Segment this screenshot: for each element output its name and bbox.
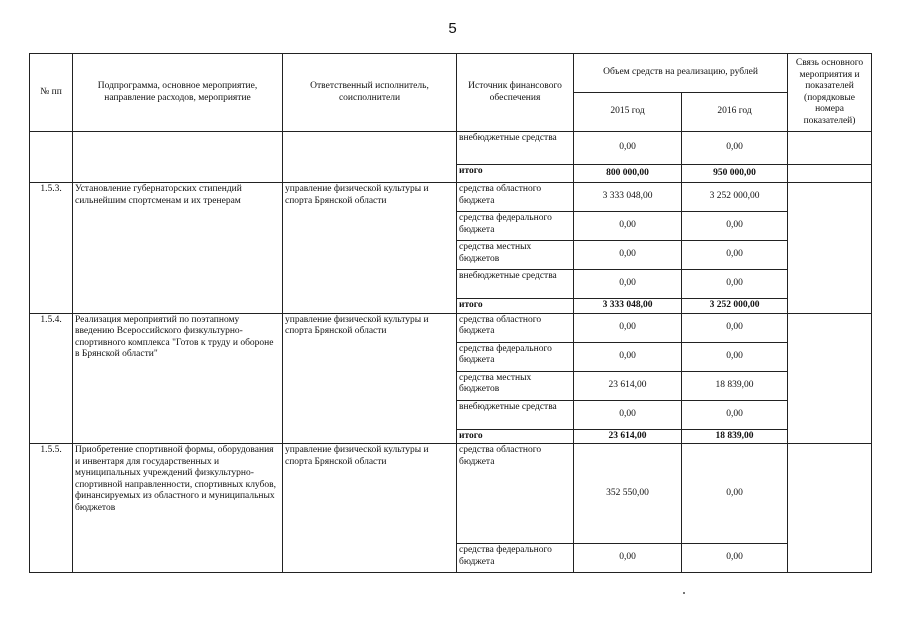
item-title: Приобретение спортивной формы, оборудования и инвентаря для государственных и муниципальных учреждений физкультурно-спортивной направленности, спортивных клубов, финансируемых из областного и муниципальных бюджетов xyxy=(73,444,283,573)
amount-2016: 0,00 xyxy=(682,241,788,270)
amount-2016: 950 000,00 xyxy=(682,165,788,183)
source-cell: итого xyxy=(457,165,574,183)
amount-2015: 0,00 xyxy=(574,544,682,573)
amount-2015: 23 614,00 xyxy=(574,429,682,444)
amount-2016: 0,00 xyxy=(682,400,788,429)
header-amount: Объем средств на реализацию, рублей xyxy=(574,54,788,93)
source-cell: средства местных бюджетов xyxy=(457,241,574,270)
header-num: № пп xyxy=(30,54,73,132)
amount-2015: 3 333 048,00 xyxy=(574,183,682,212)
header-source: Источник финансового обеспечения xyxy=(457,54,574,132)
amount-2015: 0,00 xyxy=(574,270,682,299)
header-year-2015: 2015 год xyxy=(574,93,682,132)
source-cell: внебюджетные средства xyxy=(457,400,574,429)
amount-2015: 0,00 xyxy=(574,342,682,371)
header-executor: Ответственный исполнитель, соисполнители xyxy=(283,54,457,132)
page-number: 5 xyxy=(448,20,457,37)
item-executor: управление физической культуры и спорта Брянской области xyxy=(283,313,457,444)
amount-2015: 352 550,00 xyxy=(574,444,682,544)
source-cell: итого xyxy=(457,429,574,444)
item-number: 1.5.3. xyxy=(30,183,73,314)
amount-2015: 0,00 xyxy=(574,400,682,429)
table-row xyxy=(30,313,872,342)
financing-table xyxy=(29,53,872,573)
source-cell: средства областного бюджета xyxy=(457,444,574,544)
item-executor: управление физической культуры и спорта Брянской области xyxy=(283,183,457,314)
amount-2016: 0,00 xyxy=(682,342,788,371)
item-executor: управление физической культуры и спорта Брянской области xyxy=(283,444,457,573)
amount-2016: 3 252 000,00 xyxy=(682,299,788,314)
amount-2016: 0,00 xyxy=(682,132,788,165)
table-row xyxy=(30,444,872,544)
source-cell: внебюджетные средства xyxy=(457,270,574,299)
source-cell: средства областного бюджета xyxy=(457,183,574,212)
amount-2016: 0,00 xyxy=(682,313,788,342)
source-cell: средства федерального бюджета xyxy=(457,212,574,241)
amount-2016: 0,00 xyxy=(682,444,788,544)
amount-2016: 0,00 xyxy=(682,544,788,573)
source-cell: средства местных бюджетов xyxy=(457,371,574,400)
amount-2016: 0,00 xyxy=(682,270,788,299)
amount-2016: 18 839,00 xyxy=(682,429,788,444)
item-number: 1.5.5. xyxy=(30,444,73,573)
source-cell: итого xyxy=(457,299,574,314)
amount-2015: 0,00 xyxy=(574,212,682,241)
amount-2016: 3 252 000,00 xyxy=(682,183,788,212)
amount-2015: 0,00 xyxy=(574,241,682,270)
source-cell: средства федерального бюджета xyxy=(457,342,574,371)
amount-2015: 800 000,00 xyxy=(574,165,682,183)
scan-speck xyxy=(683,592,685,594)
header-year-2016: 2016 год xyxy=(682,93,788,132)
item-title: Реализация мероприятий по поэтапному введению Всероссийского физкультурно-спортивного комплекса "Готов к труду и обороне в Брянской области" xyxy=(73,313,283,444)
source-cell: внебюджетные средства xyxy=(457,132,574,165)
amount-2016: 18 839,00 xyxy=(682,371,788,400)
source-cell: средства областного бюджета xyxy=(457,313,574,342)
amount-2015: 3 333 048,00 xyxy=(574,299,682,314)
amount-2016: 0,00 xyxy=(682,212,788,241)
amount-2015: 0,00 xyxy=(574,132,682,165)
amount-2015: 23 614,00 xyxy=(574,371,682,400)
source-cell: средства федерального бюджета xyxy=(457,544,574,573)
amount-2015: 0,00 xyxy=(574,313,682,342)
table-row xyxy=(30,183,872,212)
header-program: Подпрограмма, основное мероприятие, направление расходов, мероприятие xyxy=(73,54,283,132)
table-row xyxy=(30,132,872,165)
item-number: 1.5.4. xyxy=(30,313,73,444)
item-title: Установление губернаторских стипендий сильнейшим спортсменам и их тренерам xyxy=(73,183,283,314)
header-link: Связь основного мероприятия и показателей (порядковые номера показателей) xyxy=(788,54,872,132)
